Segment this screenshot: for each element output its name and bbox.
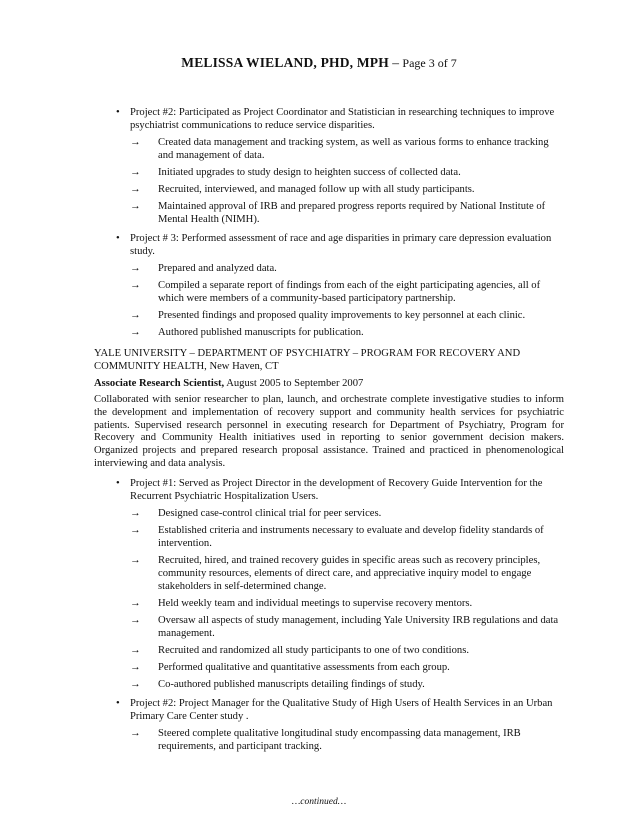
right-arrow-icon: → — [130, 598, 141, 609]
task-item — [130, 166, 564, 179]
task-text: Initiated upgrades to study design to heighten success of collected data. — [158, 167, 461, 178]
task-item — [130, 524, 564, 550]
right-arrow-icon: → — [130, 137, 141, 148]
right-arrow-icon: → — [130, 662, 141, 673]
right-arrow-icon: → — [130, 167, 141, 178]
task-text: Recruited, interviewed, and managed follow up with all study participants. — [158, 184, 475, 195]
task-item — [130, 136, 564, 162]
right-arrow-icon: → — [130, 555, 141, 566]
task-item — [130, 727, 564, 753]
employer-name — [94, 347, 564, 373]
task-text: Created data management and tracking system, as well as various forms to enhance tracking and management of data. — [158, 137, 549, 161]
task-text: Oversaw all aspects of study management, including Yale University IRB regulations and data management. — [158, 615, 559, 639]
project-bullet — [94, 106, 564, 226]
task-item — [130, 183, 564, 196]
project-bullet — [94, 232, 564, 339]
project-text: Project #1: Served as Project Director in the development of Recovery Guide Intervention for the Recurrent Psychiatric Hospitalization Users. — [130, 478, 543, 502]
continued-note: …continued… — [291, 797, 347, 807]
page-header — [0, 55, 638, 71]
right-arrow-icon: → — [130, 280, 141, 291]
bullet-dot-icon: • — [116, 233, 120, 244]
task-item — [130, 200, 564, 226]
project-list-1 — [94, 100, 564, 339]
task-item — [130, 644, 564, 657]
employer-section — [94, 347, 564, 471]
task-text: Compiled a separate report of findings from each of the eight participating agencies, all of which were members of a community-based participatory partnership. — [158, 280, 541, 304]
task-text: Performed qualitative and quantitative assessments from each group. — [158, 662, 450, 673]
task-text: Established criteria and instruments necessary to evaluate and develop fidelity standards of intervention. — [158, 525, 544, 549]
task-text: Authored published manuscripts for publication. — [158, 327, 364, 338]
right-arrow-icon: → — [130, 184, 141, 195]
employer-name-line: COMMUNITY HEALTH, New Haven, CT — [94, 361, 279, 372]
task-text: Steered complete qualitative longitudinal study encompassing data management, IRB requirements, and participant tracking. — [158, 728, 521, 752]
right-arrow-icon: → — [130, 263, 141, 274]
right-arrow-icon: → — [130, 728, 141, 739]
task-item — [130, 279, 564, 305]
task-text: Held weekly team and individual meetings to supervise recovery mentors. — [158, 598, 473, 609]
task-item — [130, 597, 564, 610]
task-text: Co-authored published manuscripts detailing findings of study. — [158, 679, 425, 690]
job-dates: August 2005 to September 2007 — [224, 378, 364, 389]
right-arrow-icon: → — [130, 201, 141, 212]
job-title-line — [94, 377, 564, 390]
bullet-dot-icon: • — [116, 698, 120, 709]
task-item — [130, 326, 564, 339]
task-item — [130, 678, 564, 691]
task-text: Recruited, hired, and trained recovery guides in specific areas such as recovery principles, community resources, elements of direct care, and appreciative inquiry model to engage stakeholders in self-determined change. — [158, 555, 541, 592]
task-item — [130, 309, 564, 322]
task-item — [130, 554, 564, 593]
job-summary: Collaborated with senior researcher to plan, launch, and orchestrate complete investigative studies to inform the development and implementation of recovery support and community health services for psychiatric patients. Supervised research personnel in executing research for Department of Psychiatry, Program for Recovery and Community Health initiatives used in reporting to senior government decision makers. Organized projects and prepared research proposal assistance. Trained and practiced in phenomenological interviewing and data analysis. — [94, 394, 564, 469]
project-list-2 — [94, 471, 564, 753]
project-bullet — [94, 477, 564, 691]
employer-name-line: YALE UNIVERSITY – DEPARTMENT OF PSYCHIATRY – PROGRAM FOR RECOVERY AND — [94, 348, 521, 359]
task-item — [130, 614, 564, 640]
project-text: Project # 3: Performed assessment of race and age disparities in primary care depression evaluation study. — [130, 233, 552, 257]
author-name: MELISSA WIELAND, PHD, MPH — [181, 55, 389, 70]
task-text: Recruited and randomized all study participants to one of two conditions. — [158, 645, 469, 656]
project-text: Project #2: Participated as Project Coordinator and Statistician in researching techniques to improve psychiatrist communications to reduce service disparities. — [130, 107, 555, 131]
right-arrow-icon: → — [130, 615, 141, 626]
task-item — [130, 262, 564, 275]
project-text: Project #2: Project Manager for the Qualitative Study of High Users of Health Services in an Urban Primary Care Center study . — [130, 698, 553, 722]
page-number: Page 3 of 7 — [402, 56, 457, 70]
header-dash: – — [392, 55, 400, 70]
task-item — [130, 661, 564, 674]
task-text: Designed case-control clinical trial for peer services. — [158, 508, 382, 519]
right-arrow-icon: → — [130, 525, 141, 536]
right-arrow-icon: → — [130, 508, 141, 519]
right-arrow-icon: → — [130, 645, 141, 656]
right-arrow-icon: → — [130, 310, 141, 321]
task-item — [130, 507, 564, 520]
right-arrow-icon: → — [130, 327, 141, 338]
task-text: Prepared and analyzed data. — [158, 263, 277, 274]
task-text: Maintained approval of IRB and prepared progress reports required by National Institute of Mental Health (NIMH). — [158, 201, 546, 225]
right-arrow-icon: → — [130, 679, 141, 690]
bullet-dot-icon: • — [116, 478, 120, 489]
job-title: Associate Research Scientist, — [94, 378, 225, 389]
bullet-dot-icon: • — [116, 107, 120, 118]
task-text: Presented findings and proposed quality improvements to key personnel at each clinic. — [158, 310, 526, 321]
project-bullet — [94, 697, 564, 753]
